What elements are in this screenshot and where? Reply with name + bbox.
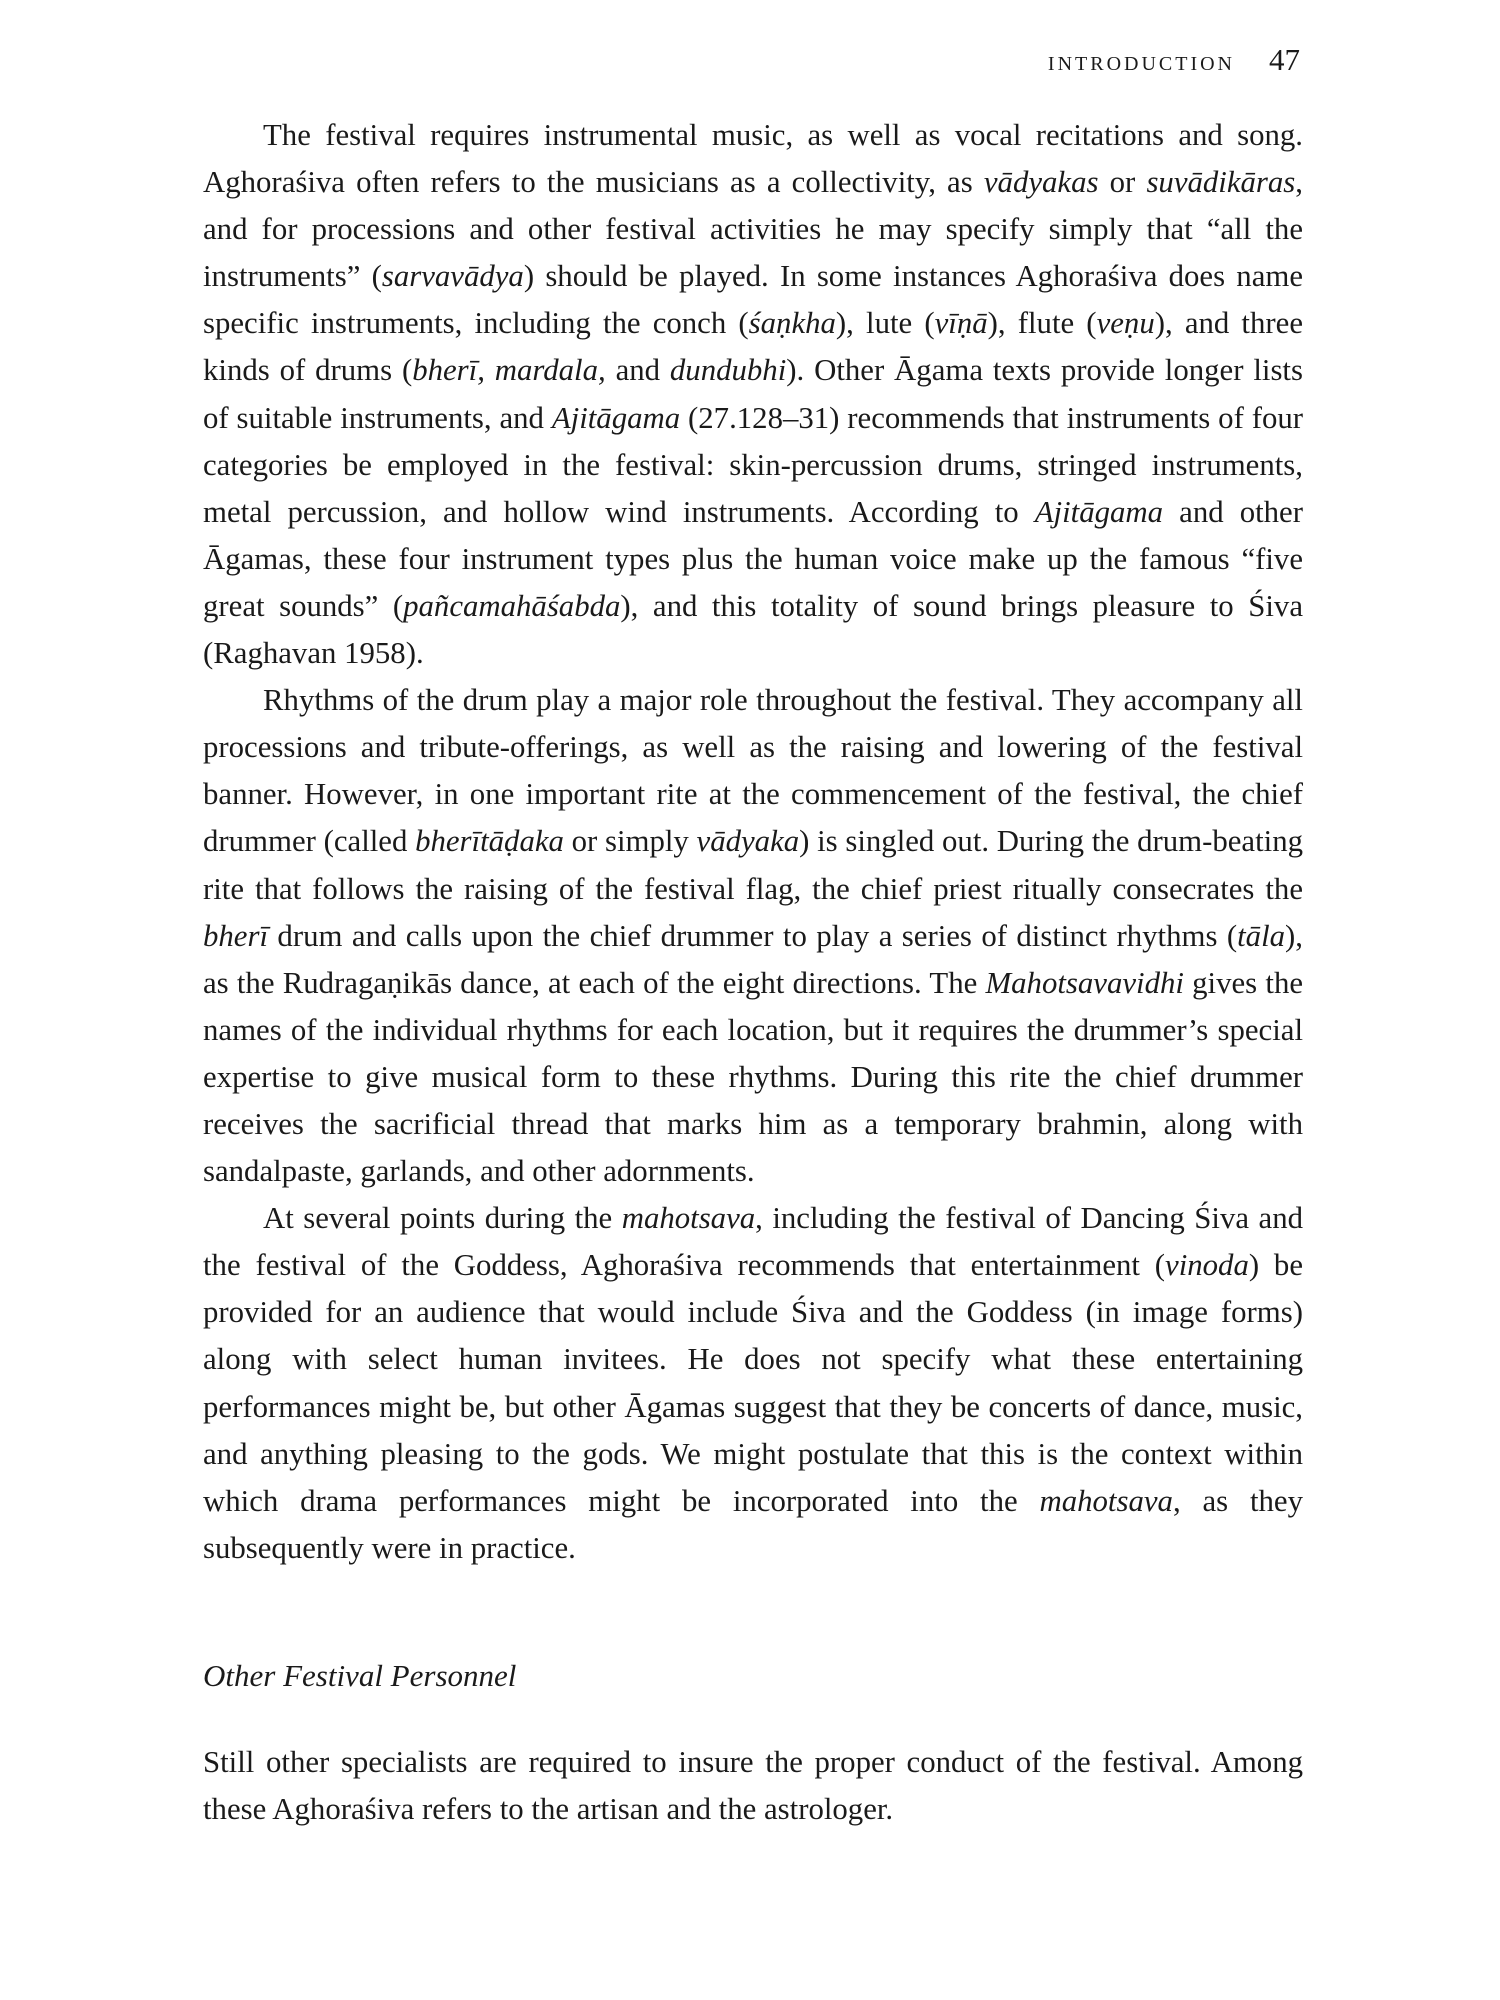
paragraph-entertainment: At several points during the mahotsava, including the festival of Dancing Śiva and the festival of the Goddess, Aghoraśiva recommends that entertainment (vinoda) be provided for an audience that would include Śiva and the Goddess (in image forms) along with select human invitees. He does not specify what these entertaining performances might be, but other Āgamas suggest that they be concerts of dance, music, and anything pleasing to the gods. We might postulate that this is the context within which drama performances might be incorporated into the mahotsava, as they subsequently were in practice. — [203, 1201, 1303, 1565]
paragraph-drum-rhythms: Rhythms of the drum play a major role throughout the festival. They accompany all processions and tribute-offerings, as well as the raising and lowering of the festival banner. However, in one important rite at the commencement of the festival, the chief drummer (called bherītāḍaka or simply vādyaka) is singled out. During the drum-beating rite that follows the raising of the festival flag, the chief priest ritually consecrates the bherī drum and calls upon the chief drummer to play a series of distinct rhythms (tāla), as the Rudragaṇikās dance, at each of the eight directions. The Mahotsavavidhi gives the names of the individual rhythms for each location, but it requires the drummer’s special expertise to give musical form to these rhythms. During this rite the chief drummer receives the sacrificial thread that marks him as a temporary brahmin, along with sandalpaste, garlands, and other adornments. — [203, 683, 1304, 1189]
section-heading: Other Festival Personnel — [203, 1657, 517, 1693]
running-head-title: INTRODUCTION — [1047, 53, 1235, 75]
paragraph-other-specialists: Still other specialists are required to insure the proper conduct of the festival. Among these Aghoraśiva refers to the artisan and the astrologer. — [203, 1744, 1303, 1826]
body-text — [203, 112, 1303, 1833]
paragraph-instrumental-music: The festival requires instrumental music, as well as vocal recitations and song. Aghoraśiva often refers to the musicians as a collectivity, as vādyakas or suvādikāras, and for processions and other festival activities he may specify simply that “all the instruments” (sarvavādya) should be played. In some instances Aghoraśiva does name specific instruments, including the conch (śaṇkha), lute (vīṇā), flute (veṇu), and three kinds of drums (bherī, mardala, and dundubhi). Other Āgama texts provide longer lists of suitable instruments, and Ajitāgama (27.128–31) recommends that instruments of four categories be employed in the festival: skin-percussion drums, stringed instruments, metal percussion, and hollow wind instruments. According to Ajitāgama and other Āgamas, these four instrument types plus the human voice make up the famous “five great sounds” (pañcamahāśabda), and this totality of sound brings pleasure to Śiva (Raghavan 1958). — [203, 118, 1303, 671]
running-head — [1048, 42, 1300, 78]
page-number: 47 — [1269, 42, 1300, 77]
